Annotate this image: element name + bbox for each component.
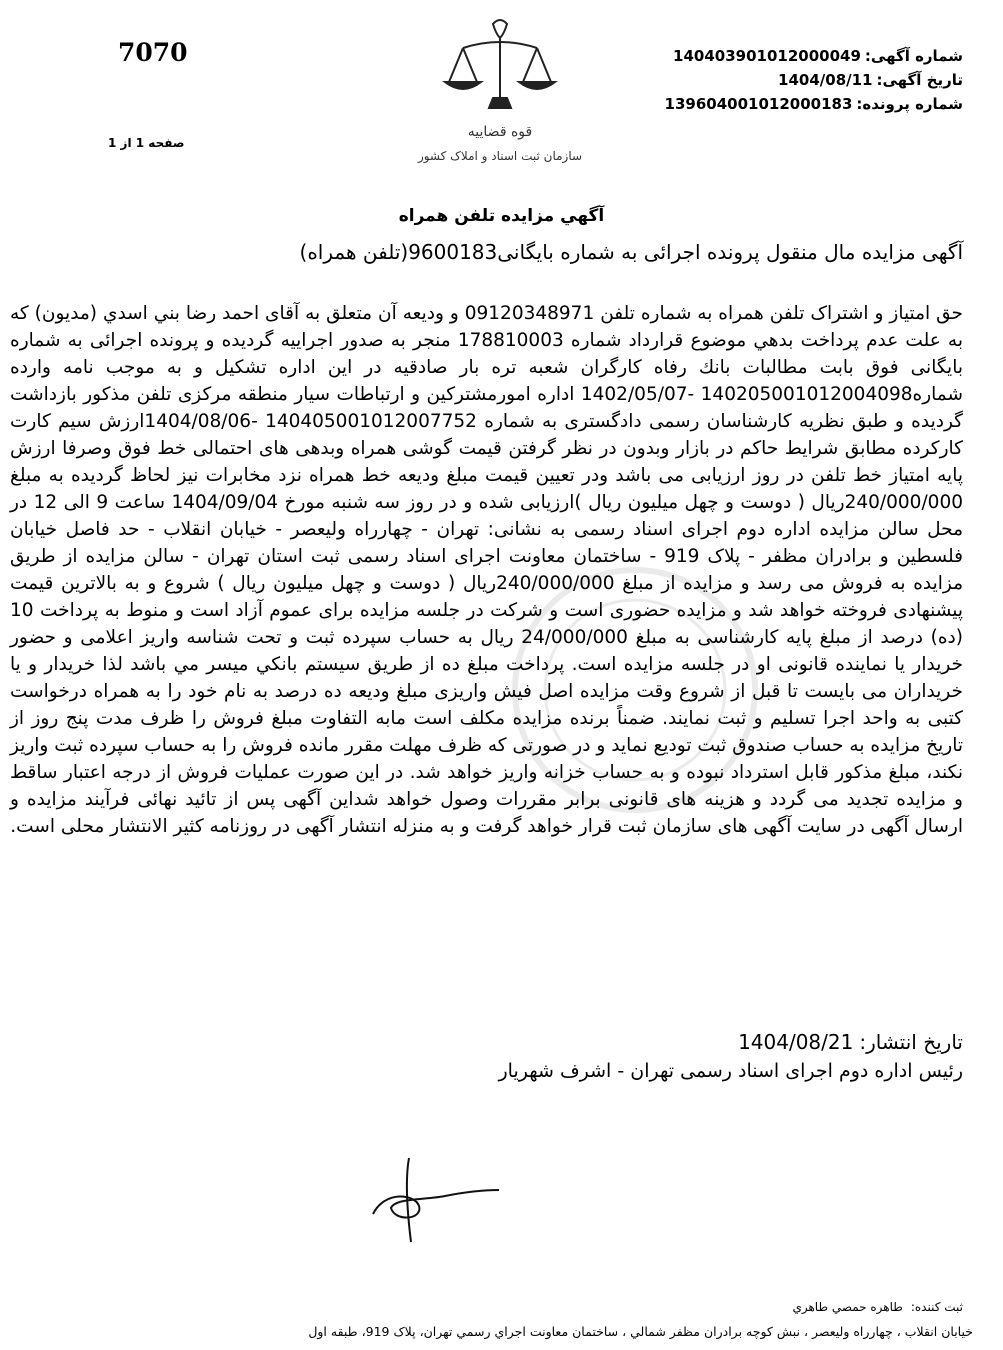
meta-label: شماره پرونده: <box>856 95 963 113</box>
emblem-caption-1: قوه قضاییه <box>467 124 533 140</box>
meta-value: 140403901012000049 <box>673 47 861 65</box>
ad-code: 7070 <box>118 38 188 67</box>
meta-ad-number <box>583 44 963 68</box>
registrar <box>792 1300 963 1314</box>
meta-label: شماره آگهی: <box>864 47 963 65</box>
page-number: صفحه 1 از 1 <box>108 136 185 150</box>
handwritten-signature <box>365 1150 505 1250</box>
footer-address: خيابان انقلاب ، چهارراه وليعصر ، نبش کوچه برادران مظفر شمالي ، ساختمان معاونت اجراي رسمي تهران، پلاک 919، طبقه اول <box>308 1324 973 1339</box>
meta-value: 1404/08/11 <box>778 71 873 89</box>
publication-label: تاریخ انتشار: <box>859 1030 963 1054</box>
signer: رئیس اداره دوم اجرای اسناد رسمی تهران - اشرف شهریار <box>498 1060 963 1082</box>
meta-case-number <box>583 92 963 116</box>
judiciary-emblem <box>405 10 595 170</box>
meta-value: 139604001012000183 <box>664 95 853 113</box>
meta-ad-date <box>583 68 963 92</box>
registrar-name: طاهره حمصي طاهري <box>792 1300 903 1314</box>
publication-date <box>738 1030 963 1054</box>
auction-body-text: حق امتياز و اشتراک تلفن همراه به شماره تلفن 09120348971 و وديعه آن متعلق به آقای احمد رضا بني اسدي (مديون) که به علت عدم پرداخت بدهي موضوع قرارداد شماره 178810003 منجر به صدور اجراييه گرديده و پرونده اجرائی به شماره بايگانی فوق بابت مطالبات بانك رفاه كارگران شعبه تره بار صادقيه در اين اداره تشکيل و به موجب نامه وارده شماره140205001012004098 -1402/05/07 اداره امورمشترکين و ارتباطات سيار منطقه مرکزی تلفن مذکور بازداشت گرديده و طبق نظريه کارشناسان رسمی دادگستری به شماره 140405001012007752 -1404/08/06ارزش سيم کارت کارکرده مطابق شرايط حاکم در بازار وبدون در نظر گرفتن قيمت گوشی همراه وبدهی های احتمالی خط فوق وصرفا ارزش پايه امتياز خط تلفن در روز ارزيابی می باشد ودر تعيين قيمت مبلغ وديعه خط همراه نزد مخابرات نيز لحاظ گرديده به مبلغ 240/000/000ریال ( دوست و چهل میلیون ریال )ارزیابی شده و در روز سه شنبه مورخ 1404/09/04 ساعت 9 الی 12 در محل سالن مزایده اداره دوم اجرای اسناد رسمی به نشانی: تهران - چهارراه ولیعصر - خیابان انقلاب - حد فاصل خیابان فلسطین و برادران مظفر - پلاک 919 - ساختمان معاونت اجرای اسناد رسمی ثبت استان تهران - سالن مزایده از طریق مزایده به فروش می رسد و مزایده از مبلغ 240/000/000ریال ( دوست و چهل میلیون ریال ) شروع و به بالاترین قیمت پیشنهادی فروخته خواهد شد و مزایده حضوری است و شرکت در جلسه مزایده برای عموم آزاد است و منوط به پرداخت 10 (ده) درصد از مبلغ پایه کارشناسی به مبلغ 24/000/000 ریال به حساب سپرده ثبت و تحت شناسه واریز اعلامی و حضور خریدار یا نماینده قانونی او در جلسه مزایده است. پرداخت مبلغ ده از طریق سیستم بانکي ميسر مي باشد لذا خریدار و یا خریداران می بایست تا قبل از شروع وقت مزایده اصل فیش واریزی مبلغ ودیعه ده درصد به نام خود را به همراه درخواست کتبی به واحد اجرا تسلیم و ثبت نمایند. ضمناً برنده مزایده مکلف است مابه التفاوت مبلغ فروش را ظرف مدت پنج روز از تاریخ مزایده به حساب صندوق ثبت تودیع نماید و در صورتی که ظرف مهلت مقرر مانده فروش را به حساب سپرده ثبت واریز نکند، مبلغ مذکور قابل استرداد نبوده و به حساب خزانه واریز خواهد شد. در این صورت عملیات فروش از درجه اعتبار ساقط و مزایده تجدید می گردد و هزینه های قانونی برابر مقررات وصول خواهد شداین آگهی پس از تائید نهائی فرآیند مزایده و ارسال آگهی در سایت آگهی های سازمان ثبت قرار خواهد گرفت و به منزله انتشار آگهی در روزنامه کثیر الانتشار محلی است. <box>10 303 964 837</box>
registrar-label: ثبت کننده: <box>910 1300 963 1314</box>
scales-of-justice-icon <box>405 10 595 170</box>
emblem-caption-2: سازمان ثبت اسناد و املاک کشور <box>417 149 583 163</box>
publication-date-value: 1404/08/21 <box>738 1030 854 1054</box>
document-title: آگهي مزايده تلفن همراه <box>398 206 605 226</box>
meta-label: تاریخ آگهی: <box>876 71 963 89</box>
document-subtitle: آگهی مزایده مال منقول پرونده اجرائی به شماره بایگانی9600183(تلفن همراه) <box>299 240 963 264</box>
ad-meta <box>583 44 963 116</box>
